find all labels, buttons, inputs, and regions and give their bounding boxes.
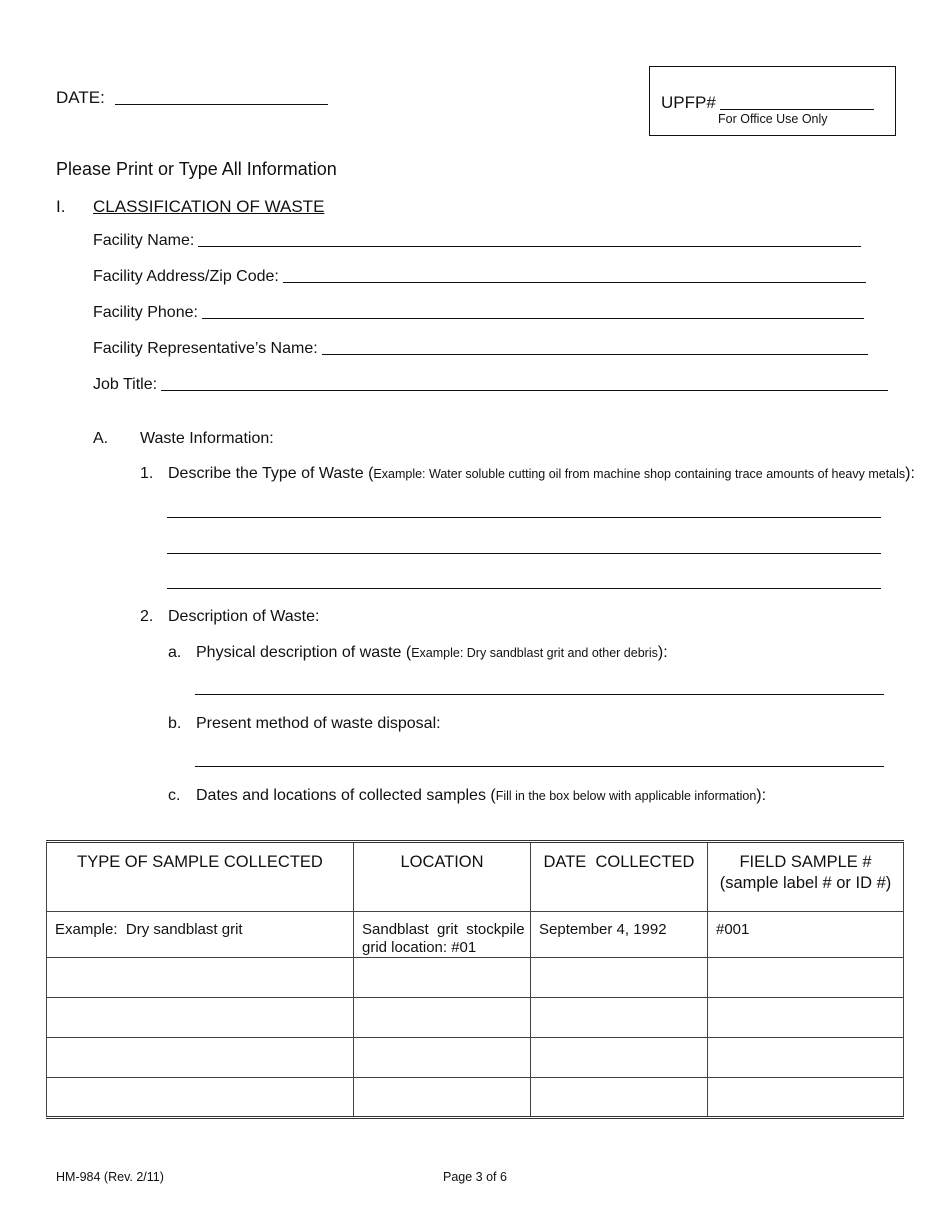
item2-number: 2. [140,608,154,625]
table-cell[interactable] [531,1078,708,1118]
item1-prompt [168,465,915,483]
example-date: September 4, 1992 [531,912,708,958]
table-row[interactable] [47,998,904,1038]
table-row[interactable] [47,1038,904,1078]
item1-example: Example: Water soluble cutting oil from machine shop containing trace amounts of heavy metals [373,467,906,481]
table-cell[interactable] [47,998,354,1038]
example-location-line2: grid location: #01 [362,939,477,956]
table-cell[interactable] [47,958,354,998]
item2b-letter: b. [168,715,182,732]
disposal-method-line[interactable] [195,766,884,767]
facility-address-field[interactable] [93,268,866,286]
table-cell[interactable] [47,1038,354,1078]
table-row[interactable] [47,1078,904,1118]
table-cell[interactable] [708,1038,904,1078]
subsection-letter: A. [93,430,109,447]
example-sample-id: #001 [708,912,904,958]
example-location [354,912,531,958]
upfp-field [661,93,874,113]
header-location: LOCATION [354,842,531,912]
table-cell[interactable] [708,958,904,998]
facility-rep-field[interactable] [93,340,868,358]
table-header-row [47,842,904,912]
waste-type-line-1[interactable] [167,517,881,518]
date-label: DATE: [56,88,105,107]
upfp-input-line [720,109,874,110]
item2c-letter: c. [168,787,181,804]
waste-type-line-3[interactable] [167,588,881,589]
job-title-line[interactable] [161,390,888,391]
table-cell[interactable] [354,1038,531,1078]
job-title-field[interactable] [93,376,888,394]
table-cell[interactable] [531,1038,708,1078]
table-row[interactable] [47,958,904,998]
item2b-text: Present method of waste disposal: [196,715,441,732]
table-cell[interactable] [531,998,708,1038]
instructions: Please Print or Type All Information [56,159,337,179]
item2-text: Description of Waste: [168,608,320,625]
table-cell[interactable] [354,998,531,1038]
facility-phone-label: Facility Phone: [93,304,198,321]
facility-phone-field[interactable] [93,304,864,322]
header-date: DATE COLLECTED [531,842,708,912]
item2a-letter: a. [168,644,182,661]
item2c-text: Dates and locations of collected samples ( [196,787,496,804]
item2c-example: Fill in the box below with applicable information [495,789,757,803]
example-location-line1: Sandblast grit stockpile [362,921,525,938]
facility-phone-line[interactable] [202,318,864,319]
section-title: CLASSIFICATION OF WASTE [93,197,325,216]
office-use-box [649,66,896,136]
office-use-note: For Office Use Only [718,112,828,126]
facility-address-line[interactable] [283,282,866,283]
header-field-sample [708,842,904,912]
item2a-text: Physical description of waste ( [196,644,412,661]
item2c-prompt [196,787,766,805]
table-cell[interactable] [708,998,904,1038]
table-cell[interactable] [47,1078,354,1118]
subsection-title: Waste Information: [140,430,274,447]
facility-rep-line[interactable] [322,354,868,355]
header-field-sample-line2: (sample label # or ID #) [719,874,892,892]
header-type: TYPE OF SAMPLE COLLECTED [47,842,354,912]
table-cell[interactable] [354,958,531,998]
table-cell[interactable] [531,958,708,998]
table-cell[interactable] [354,1078,531,1118]
upfp-label: UPFP# [661,93,716,112]
example-type: Example: Dry sandblast grit [47,912,354,958]
item2c-close: ): [756,787,767,804]
facility-address-label: Facility Address/Zip Code: [93,268,279,285]
waste-type-line-2[interactable] [167,553,881,554]
table-cell[interactable] [708,1078,904,1118]
facility-name-line[interactable] [198,246,861,247]
item2a-close: ): [657,644,668,661]
facility-rep-label: Facility Representative’s Name: [93,340,318,357]
item2a-prompt [196,644,668,662]
item2a-example: Example: Dry sandblast grit and other debris [411,646,658,660]
form-id: HM-984 (Rev. 2/11) [56,1170,164,1184]
item1-number: 1. [140,465,154,482]
item1-text: Describe the Type of Waste ( [168,465,374,482]
section-number: I. [56,197,66,216]
table-row-example [47,912,904,958]
date-field[interactable] [56,88,328,108]
header-field-sample-line1: FIELD SAMPLE # [739,853,872,871]
facility-name-label: Facility Name: [93,232,195,249]
facility-name-field[interactable] [93,232,861,250]
physical-description-line[interactable] [195,694,884,695]
item1-close: ): [905,465,915,482]
page-number: Page 3 of 6 [443,1170,507,1184]
samples-table [46,840,904,1119]
date-input-line[interactable] [115,104,328,105]
job-title-label: Job Title: [93,376,158,393]
